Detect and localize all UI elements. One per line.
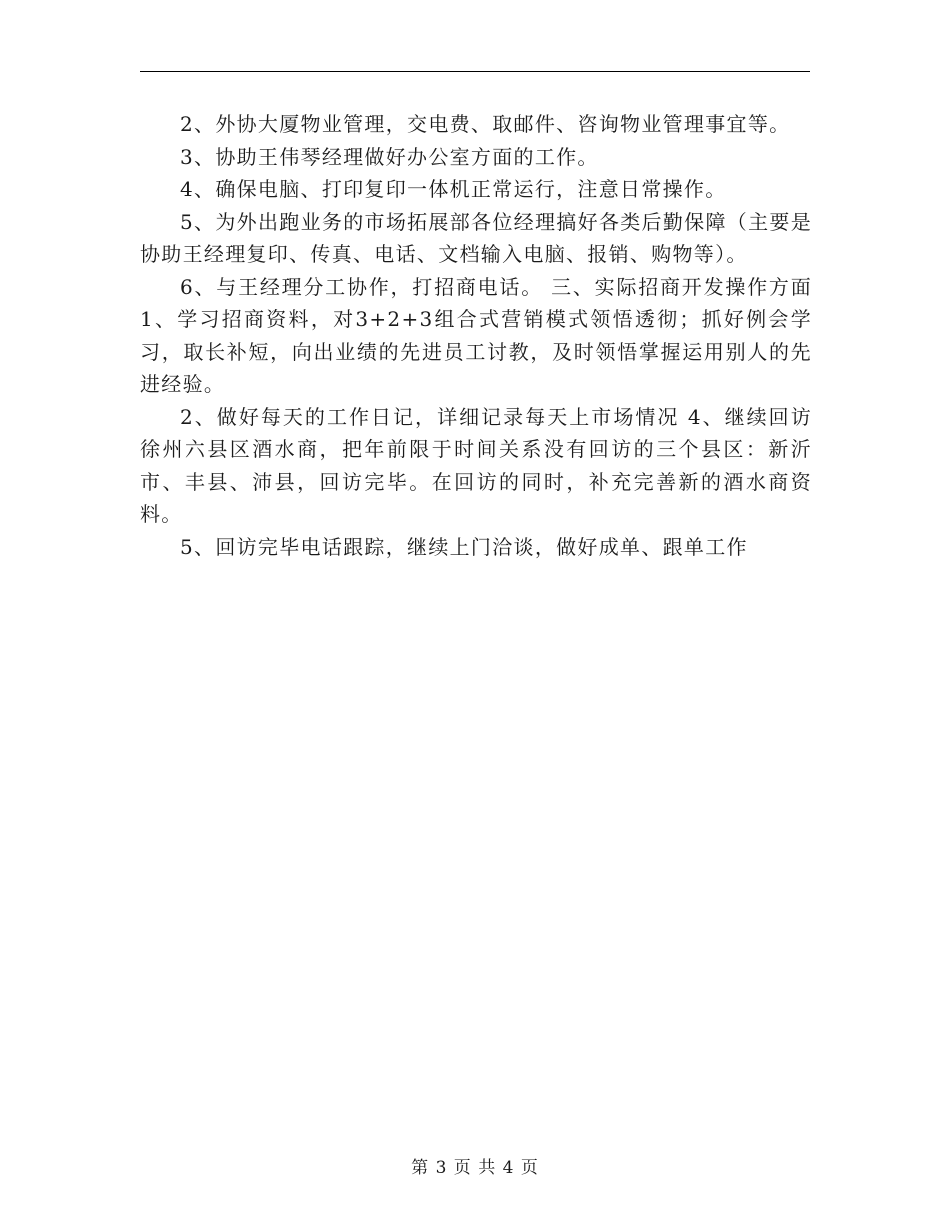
paragraph-item-6: 6、与王经理分工协作，打招商电话。 三、实际招商开发操作方面 1、学习招商资料，对3+2+3组合式营销模式领悟透彻；抓好例会学习，取长补短，向出业绩的先进员工讨教，及时领悟掌握运用别人的先进经验。 <box>140 274 812 396</box>
paragraph-item-3: 3、协助王伟琴经理做好办公室方面的工作。 <box>180 144 599 169</box>
header-divider <box>140 71 810 72</box>
paragraph-work-diary: 2、做好每天的工作日记，详细记录每天上市场情况 4、继续回访徐州六县区酒水商，把年前限于时间关系没有回访的三个县区：新沂市、丰县、沛县，回访完毕。在回访的同时，补充完善新的酒水商资料。 <box>140 404 812 526</box>
document-body <box>140 108 812 563</box>
paragraph-follow-up: 5、回访完毕电话跟踪，继续上门洽谈，做好成单、跟单工作 <box>180 534 748 559</box>
paragraph-item-2: 2、外协大厦物业管理，交电费、取邮件、咨询物业管理事宜等。 <box>180 112 791 136</box>
paragraph-item-5: 5、为外出跑业务的市场拓展部各位经理搞好各类后勤保障（主要是协助王经理复印、传真、电话、文档输入电脑、报销、购物等）。 <box>140 209 812 266</box>
paragraph-item-4: 4、确保电脑、打印复印一体机正常运行，注意日常操作。 <box>180 177 727 201</box>
page-number-footer: 第 3 页 共 4 页 <box>411 1158 539 1178</box>
